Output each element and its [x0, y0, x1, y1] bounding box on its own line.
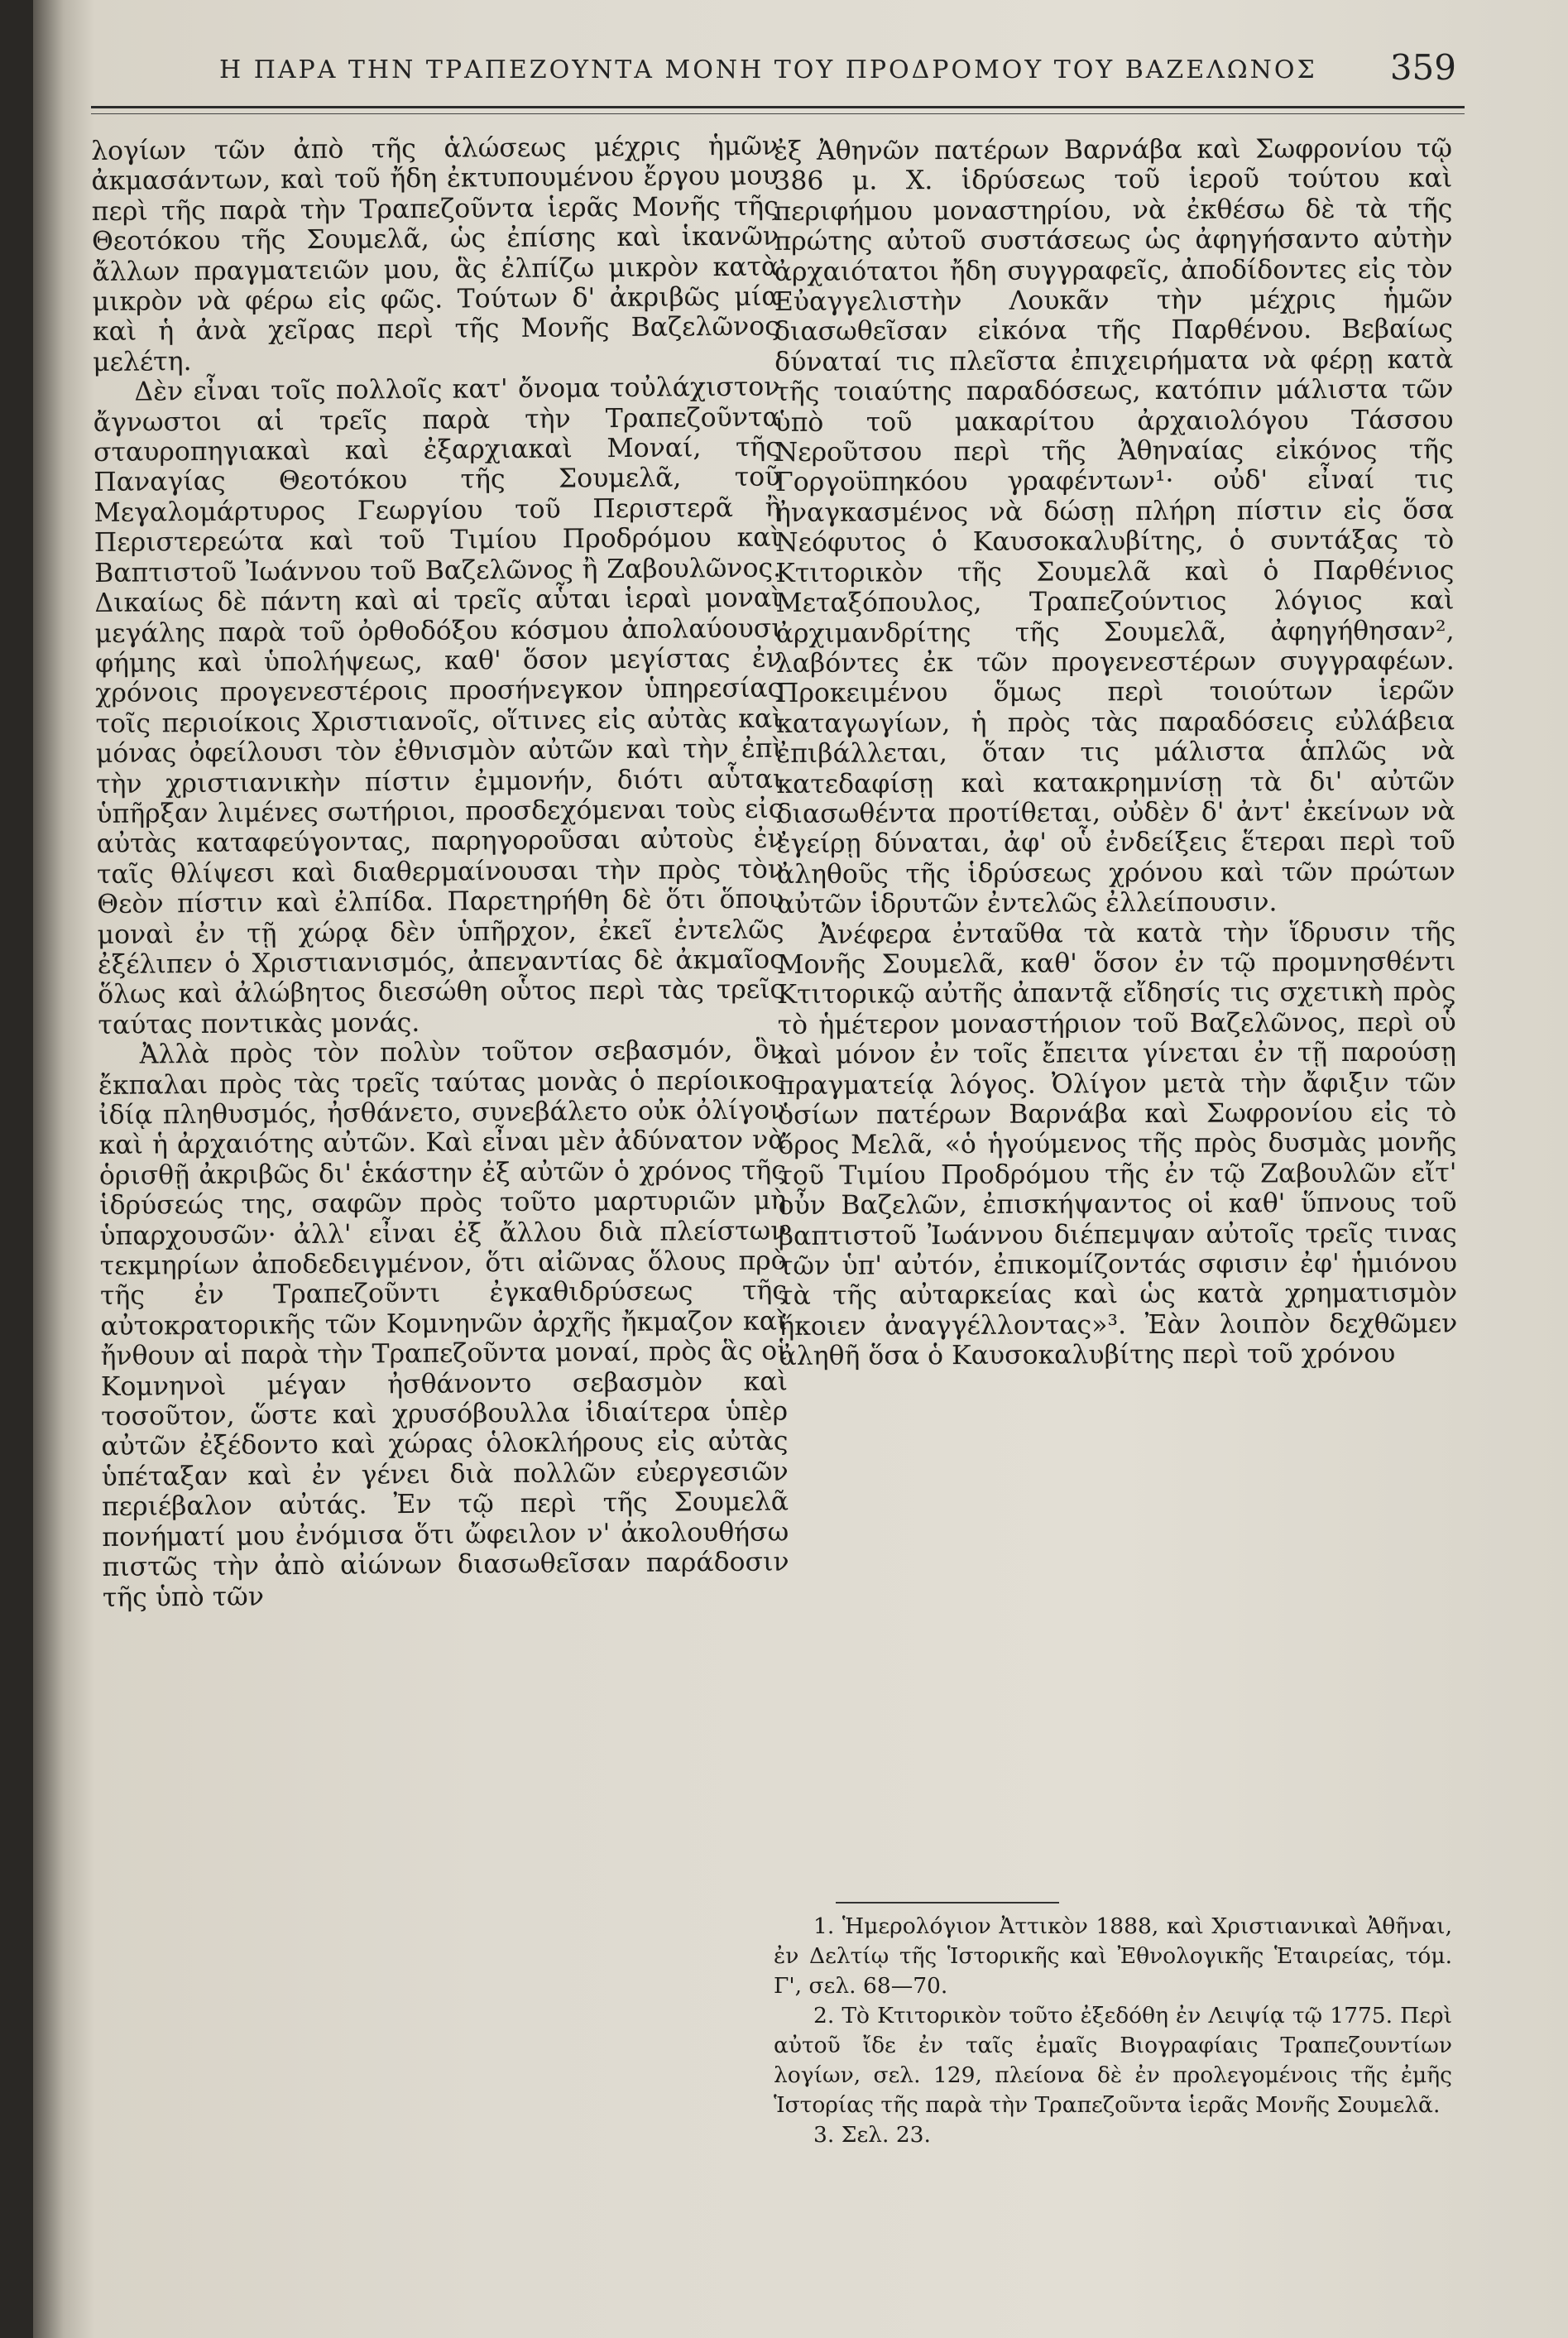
page-number: 359: [1389, 47, 1456, 88]
footnote: 1. Ἡμερολόγιον Ἀττικὸν 1888, καὶ Χριστιανικαὶ Ἀθῆναι, ἐν Δελτίῳ τῆς Ἱστορικῆς καὶ Ἐθνολογικῆς Ἑταιρείας, τόμ. Γ', σελ. 68—70.: [774, 1913, 1452, 1999]
page-header: [178, 46, 1456, 95]
running-title: Η ΠΑΡΑ ΤΗΝ ΤΡΑΠΕΖΟΥΝΤΑ ΜΟΝΗ ΤΟΥ ΠΡΟΔΡΟΜΟΥ ΤΟΥ ΒΑΖΕΛΩΝΟΣ: [219, 55, 1317, 84]
paragraph: λογίων τῶν ἀπὸ τῆς ἁλώσεως μέχρις ἡμῶν ἀκμασάντων, καὶ τοῦ ἤδη ἐκτυπουμένου ἔργου μου περὶ τῆς παρὰ τὴν Τραπεζοῦντα ἱερᾶς Μονῆς τῆς Θεοτόκου τῆς Σουμελᾶ, ὡς ἐπίσης καὶ ἱκανῶν ἄλλων πραγματειῶν μου, ἃς ἐλπίζω μικρὸν κατὰ μικρὸν νὰ φέρω εἰς φῶς. Τούτων δ' ἀκριβῶς μία καὶ ἡ ἀνὰ χεῖρας περὶ τῆς Μονῆς Βαζελῶνος μελέτη.: [91, 131, 779, 377]
paragraph: Δὲν εἶναι τοῖς πολλοῖς κατ' ὄνομα τοὐλάχιστον ἄγνωστοι αἱ τρεῖς παρὰ τὴν Τραπεζοῦντα σταυροπηγιακαὶ καὶ ἐξαρχιακαὶ Μοναί, τῆς Παναγίας Θεοτόκου τῆς Σουμελᾶ, τοῦ Μεγαλομάρτυρος Γεωργίου τοῦ Περιστερᾶ ἢ Περιστερεώτα καὶ τοῦ Τιμίου Προδρόμου καὶ Βαπτιστοῦ Ἰωάννου τοῦ Βαζελῶνος ἢ Ζαβουλῶνος. Δικαίως δὲ πάντη καὶ αἱ τρεῖς αὗται ἱεραὶ μοναὶ μεγάλης παρὰ τοῦ ὀρθοδόξου κόσμου ἀπολαύουσι φήμης καὶ ὑπολήψεως, καθ' ὅσον μεγίστας ἐν χρόνοις προγενεστέροις προσήνεγκον ὑπηρεσίας τοῖς περιοίκοις Χριστιανοῖς, οἵτινες εἰς αὐτὰς καὶ μόνας ὀφείλουσι τὸν ἐθνισμὸν αὐτῶν καὶ τὴν ἐπὶ τὴν χριστιανικὴν πίστιν ἐμμονήν, διότι αὗται ὑπῆρξαν λιμένες σωτήριοι, προσδεχόμεναι τοὺς εἰς αὐτὰς καταφεύγοντας, παρηγοροῦσαι αὐτοὺς ἐν ταῖς θλίψεσι καὶ διαθερμαίνουσαι τὴν πρὸς τὸν Θεὸν πίστιν καὶ ἐλπίδα. Παρετηρήθη δὲ ὅτι ὅπου μοναὶ ἐν τῇ χώρᾳ δὲν ὑπῆρχον, ἐκεῖ ἐντελῶς ἐξέλιπεν ὁ Χριστιανισμός, ἀπεναντίας δὲ ἀκμαῖος ὅλως καὶ ἀλώβητος διεσώθη οὗτος περὶ τὰς τρεῖς ταύτας ποντικὰς μονάς.: [93, 372, 785, 1040]
paragraph: Ἀλλὰ πρὸς τὸν πολὺν τοῦτον σεβασμόν, ὃν ἔκπαλαι πρὸς τὰς τρεῖς ταύτας μονὰς ὁ περίοικος ἰδίᾳ πληθυσμός, ἠσθάνετο, συνεβάλετο οὐκ ὀλίγον καὶ ἡ ἀρχαιότης αὐτῶν. Καὶ εἶναι μὲν ἀδύνατον νὰ ὁρισθῇ ἀκριβῶς δι' ἑκάστην ἐξ αὐτῶν ὁ χρόνος τῆς ἱδρύσεώς της, σαφῶν πρὸς τοῦτο μαρτυριῶν μὴ ὑπαρχουσῶν· ἀλλ' εἶναι ἐξ ἄλλου διὰ πλείστων τεκμηρίων ἀποδεδειγμένον, ὅτι αἰῶνας ὅλους πρὸ τῆς ἐν Τραπεζοῦντι ἐγκαθιδρύσεως τῆς αὐτοκρατορικῆς τῶν Κομνηνῶν ἀρχῆς ἤκμαζον καὶ ἤνθουν αἱ παρὰ τὴν Τραπεζοῦντα μοναί, πρὸς ἃς οἱ Κομνηνοὶ μέγαν ἠσθάνοντο σεβασμὸν καὶ τοσοῦτον, ὥστε καὶ χρυσόβουλλα ἰδιαίτερα ὑπὲρ αὐτῶν ἐξέδοντο καὶ χώρας ὁλοκλήρους εἰς αὐτὰς ὑπέταξαν καὶ ἐν γένει διὰ πολλῶν εὐεργεσιῶν περιέβαλον αὐτάς. Ἐν τῷ περὶ τῆς Σουμελᾶ πονήματί μου ἐνόμισα ὅτι ὤφειλον ν' ἀκολουθήσω πιστῶς τὴν ἀπὸ αἰώνων διασωθεῖσαν παράδοσιν τῆς ὑπὸ τῶν: [98, 1035, 789, 1613]
footnotes: [774, 1912, 1452, 2150]
footnote: 3. Σελ. 23.: [813, 2122, 931, 2148]
footnote-rule: [836, 1902, 1059, 1904]
left-column: [91, 131, 789, 1612]
footnote: 2. Τὸ Κτιτορικὸν τοῦτο ἐξεδόθη ἐν Λειψίᾳ τῷ 1775. Περὶ αὐτοῦ ἴδε ἐν ταῖς ἐμαῖς Βιογραφίαις Τραπεζουντίων λογίων, σελ. 129, πλείονα δὲ ἐν προλεγομένοις τῆς ἐμῆς Ἱστορίας τῆς παρὰ τὴν Τραπεζοῦντα ἱερᾶς Μονῆς Σουμελᾶ.: [774, 2003, 1452, 2118]
right-column: [774, 133, 1458, 1371]
header-rule-thin: [91, 113, 1465, 114]
paragraph: ἐξ Ἀθηνῶν πατέρων Βαρνάβα καὶ Σωφρονίου τῷ 386 μ. Χ. ἱδρύσεως τοῦ ἱεροῦ τούτου καὶ περιφήμου μοναστηρίου, νὰ ἐκθέσω δὲ τὰ τῆς πρώτης αὐτοῦ συστάσεως ὡς ἀφηγήσαντο αὐτὴν ἀρχαιότατοι ἤδη συγγραφεῖς, ἀποδίδοντες εἰς τὸν Εὐαγγελιστὴν Λουκᾶν τὴν μέχρις ἡμῶν διασωθεῖσαν εἰκόνα τῆς Παρθένου. Βεβαίως δύναταί τις πλεῖστα ἐπιχειρήματα νὰ φέρῃ κατὰ τῆς τοιαύτης παραδόσεως, κατόπιν μάλιστα τῶν ὑπὸ τοῦ μακαρίτου ἀρχαιολόγου Τάσσου Νεροῦτσου περὶ τῆς Ἀθηναίας εἰκόνος τῆς Γοργοϋπηκόου γραφέντων¹· οὐδ' εἶναί τις ἠναγκασμένος νὰ δώσῃ πλήρη πίστιν εἰς ὅσα Νεόφυτος ὁ Καυσοκαλυβίτης, ὁ συντάξας τὸ Κτιτορικὸν τῆς Σουμελᾶ καὶ ὁ Παρθένιος Μεταξόπουλος, Τραπεζούντιος λόγιος καὶ ἀρχιμανδρίτης τῆς Σουμελᾶ, ἀφηγήθησαν², λαβόντες ἐκ τῶν προγενεστέρων συγγραφέων. Προκειμένου ὅμως περὶ τοιούτων ἱερῶν καταγωγίων, ἡ πρὸς τὰς παραδόσεις εὐλάβεια ἐπιβάλλεται, ὅταν τις μάλιστα ἁπλῶς νὰ κατεδαφίσῃ καὶ κατακρημνίσῃ τὰ δι' αὐτῶν διασωθέντα προτίθεται, οὐδὲν δ' ἀντ' ἐκείνων νὰ ἐγείρῃ δύναται, ἀφ' οὗ ἐνδείξεις ἕτεραι περὶ τοῦ ἀληθοῦς τῆς ἱδρύσεως χρόνου καὶ τῶν πρώτων αὐτῶν ἱδρυτῶν ἐντελῶς ἐλλείπουσιν.: [774, 133, 1455, 920]
header-rule-thick: [91, 106, 1465, 108]
paragraph: Ἀνέφερα ἐνταῦθα τὰ κατὰ τὴν ἵδρυσιν τῆς Μονῆς Σουμελᾶ, καθ' ὅσον ἐν τῷ προμνησθέντι Κτιτορικῷ αὐτῆς ἀπαντᾷ εἴδησίς τις σχετικὴ πρὸς τὸ ἡμέτερον μοναστήριον τοῦ Βαζελῶνος, περὶ οὗ καὶ μόνον ἐν τοῖς ἔπειτα γίνεται ἐν τῇ παρούσῃ πραγματείᾳ λόγος. Ὀλίγον μετὰ τὴν ἄφιξιν τῶν ὁσίων πατέρων Βαρνάβα καὶ Σωφρονίου εἰς τὸ ὄρος Μελᾶ, «ὁ ἡγούμενος τῆς πρὸς δυσμὰς μονῆς τοῦ Τιμίου Προδρόμου τῆς ἐν τῷ Ζαβουλῶν εἴτ' οὖν Βαζελῶν, ἐπισκήψαντος οἱ καθ' ὕπνους τοῦ βαπτιστοῦ Ἰωάννου διέπεμψαν αὐτοῖς τρεῖς τινας τῶν ὑπ' αὐτόν, ἐπικομίζοντάς σφισιν ἐφ' ἡμιόνου τὰ τῆς αὐταρκείας καὶ ὡς κατὰ χρηματισμὸν ἥκοιεν ἀναγγέλλοντας»³. Ἐὰν λοιπὸν δεχθῶμεν ἀληθῆ ὅσα ὁ Καυσοκαλυβίτης περὶ τοῦ χρόνου: [777, 916, 1458, 1372]
